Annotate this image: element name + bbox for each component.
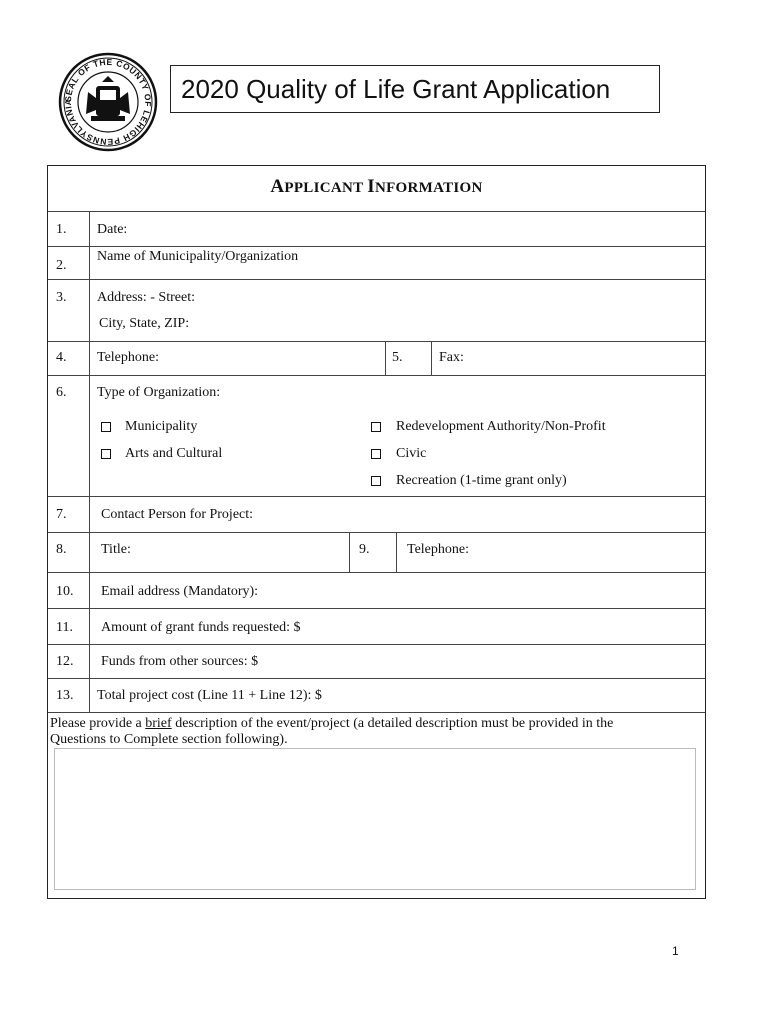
fax-field-label[interactable]: Fax:	[439, 350, 464, 365]
email-field-label[interactable]: Email address (Mandatory):	[101, 584, 259, 599]
row-number: 6.	[56, 385, 67, 400]
street-address-field-label[interactable]: Address: - Street:	[97, 290, 195, 305]
section-heading: APPLICANT INFORMATION	[270, 176, 483, 197]
total-project-cost-field-label[interactable]: Total project cost (Line 11 + Line 12): $	[97, 688, 322, 703]
date-field-label[interactable]: Date:	[97, 222, 128, 237]
grant-funds-requested-field-label[interactable]: Amount of grant funds requested: $	[101, 620, 301, 635]
redevelopment-nonprofit-checkbox[interactable]	[371, 422, 381, 432]
telephone-field-label[interactable]: Telephone:	[97, 350, 159, 365]
row-number: 13.	[56, 688, 74, 703]
row-number: 1.	[56, 222, 67, 237]
municipality-checkbox[interactable]	[101, 422, 111, 432]
row-number: 12.	[56, 654, 74, 669]
description-instructions: Please provide a brief description of the event/project (a detailed description must be provided in the	[50, 716, 614, 731]
civic-checkbox[interactable]	[371, 449, 381, 459]
row-number: 10.	[56, 584, 74, 599]
recreation-option-label: Recreation (1-time grant only)	[396, 473, 567, 488]
contact-telephone-field-label[interactable]: Telephone:	[407, 542, 469, 557]
seal-text: SEAL OF THE COUNTY OF LEHIGH PENNSYLVANIA	[62, 56, 154, 148]
municipality-option-label: Municipality	[125, 419, 198, 434]
applicant-information-form	[47, 165, 706, 899]
arts-cultural-checkbox[interactable]	[101, 449, 111, 459]
redevelopment-nonprofit-option-label: Redevelopment Authority/Non-Profit	[396, 419, 606, 434]
organization-name-field-label[interactable]: Name of Municipality/Organization	[97, 249, 299, 264]
row-number: 5.	[392, 350, 403, 365]
recreation-checkbox[interactable]	[371, 476, 381, 486]
other-funds-field-label[interactable]: Funds from other sources: $	[101, 654, 259, 669]
project-description-textarea[interactable]	[54, 748, 696, 890]
page-number: 1	[672, 944, 679, 958]
row-number: 11.	[56, 620, 73, 635]
description-instructions-continued: Questions to Complete section following).	[50, 732, 288, 747]
row-number: 7.	[56, 507, 67, 522]
row-number: 4.	[56, 350, 67, 365]
county-seal-logo	[58, 52, 158, 152]
title-field-label[interactable]: Title:	[101, 542, 131, 557]
organization-type-label: Type of Organization:	[97, 385, 221, 400]
city-state-zip-field-label[interactable]: City, State, ZIP:	[99, 316, 190, 331]
row-number: 2.	[56, 258, 67, 273]
contact-person-field-label[interactable]: Contact Person for Project:	[101, 507, 254, 522]
document-title: 2020 Quality of Life Grant Application	[170, 65, 660, 113]
row-number: 9.	[359, 542, 370, 557]
civic-option-label: Civic	[396, 446, 427, 461]
arts-cultural-option-label: Arts and Cultural	[125, 446, 223, 461]
row-number: 8.	[56, 542, 67, 557]
row-number: 3.	[56, 290, 67, 305]
